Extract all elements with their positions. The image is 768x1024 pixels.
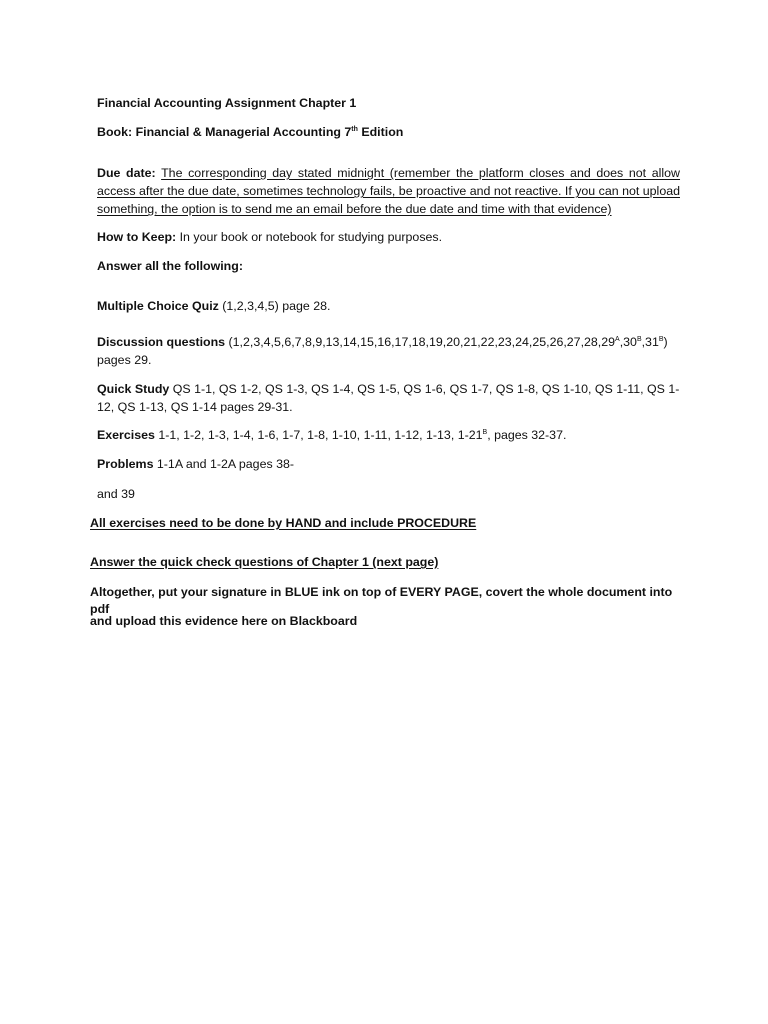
discussion-list: (1,2,3,4,5,6,7,8,9,13,14,15,16,17,18,19,20,21,22,23,24,25,26,27,28,29 bbox=[225, 335, 616, 349]
multiple-choice-label: Multiple Choice Quiz bbox=[97, 299, 219, 313]
discussion-tail: ) pages 29. bbox=[97, 335, 668, 367]
quick-study-paragraph bbox=[97, 380, 680, 416]
and-39-line: and 39 bbox=[97, 487, 135, 501]
document-title: Financial Accounting Assignment Chapter 1 bbox=[97, 96, 357, 110]
quick-check-note: Answer the quick check questions of Chapter 1 (next page) bbox=[90, 555, 439, 569]
how-to-keep-text: In your book or notebook for studying purposes. bbox=[176, 230, 443, 244]
discussion-sup-b1: B bbox=[636, 335, 642, 343]
multiple-choice-line bbox=[97, 298, 680, 315]
signature-instruction-line-2: and upload this evidence here on Blackboard bbox=[90, 614, 358, 628]
problems-label: Problems bbox=[97, 457, 154, 471]
exercises-label: Exercises bbox=[97, 428, 155, 442]
hand-procedure-note: All exercises need to be done by HAND and include PROCEDURE bbox=[90, 516, 477, 530]
quick-study-text: QS 1-1, QS 1-2, QS 1-3, QS 1-4, QS 1-5, QS 1-6, QS 1-7, QS 1-8, QS 1-10, QS 1-11, QS 1-12, QS 1-13, QS 1-14 pages 29-31. bbox=[97, 382, 680, 414]
discussion-sup-b2: B bbox=[658, 335, 664, 343]
discussion-30: ,30 bbox=[619, 335, 637, 349]
answer-all-heading: Answer all the following: bbox=[97, 259, 243, 273]
how-to-keep-label: How to Keep: bbox=[97, 230, 177, 244]
due-date-label: Due date: bbox=[97, 166, 156, 180]
discussion-label: Discussion questions bbox=[97, 335, 226, 349]
problems-line bbox=[97, 456, 680, 473]
due-date-text: The corresponding day stated midnight (remember the platform closes and does not allow access after the due date, sometimes technology fails, be proactive and not reactive. If you can not upload something, the option is to send me an email before the due date and time with that evidence) bbox=[97, 166, 681, 216]
how-to-keep-line bbox=[97, 229, 680, 246]
book-edition-sup: th bbox=[351, 125, 358, 133]
signature-instruction-line-1: Altogether, put your signature in BLUE ink on top of EVERY PAGE, covert the whole document into pdf bbox=[90, 585, 673, 616]
book-edition-tail: Edition bbox=[357, 125, 404, 139]
book-line bbox=[97, 124, 680, 141]
problems-text: 1-1A and 1-2A pages 38- bbox=[153, 457, 294, 471]
book-title: Financial & Managerial Accounting 7 bbox=[135, 125, 352, 139]
exercises-tail: , pages 32-37. bbox=[487, 428, 567, 442]
exercises-text: 1-1, 1-2, 1-3, 1-4, 1-6, 1-7, 1-8, 1-10, 1-11, 1-12, 1-13, 1-21 bbox=[154, 428, 483, 442]
multiple-choice-text: (1,2,3,4,5) page 28. bbox=[218, 299, 331, 313]
exercises-sup: B bbox=[482, 428, 488, 436]
discussion-questions-paragraph bbox=[97, 333, 680, 369]
discussion-31: ,31 bbox=[641, 335, 659, 349]
quick-study-label: Quick Study bbox=[97, 382, 170, 396]
due-date-paragraph bbox=[97, 164, 680, 218]
discussion-sup-a: A bbox=[615, 335, 620, 343]
exercises-line bbox=[97, 427, 680, 444]
book-label: Book: bbox=[97, 125, 133, 139]
